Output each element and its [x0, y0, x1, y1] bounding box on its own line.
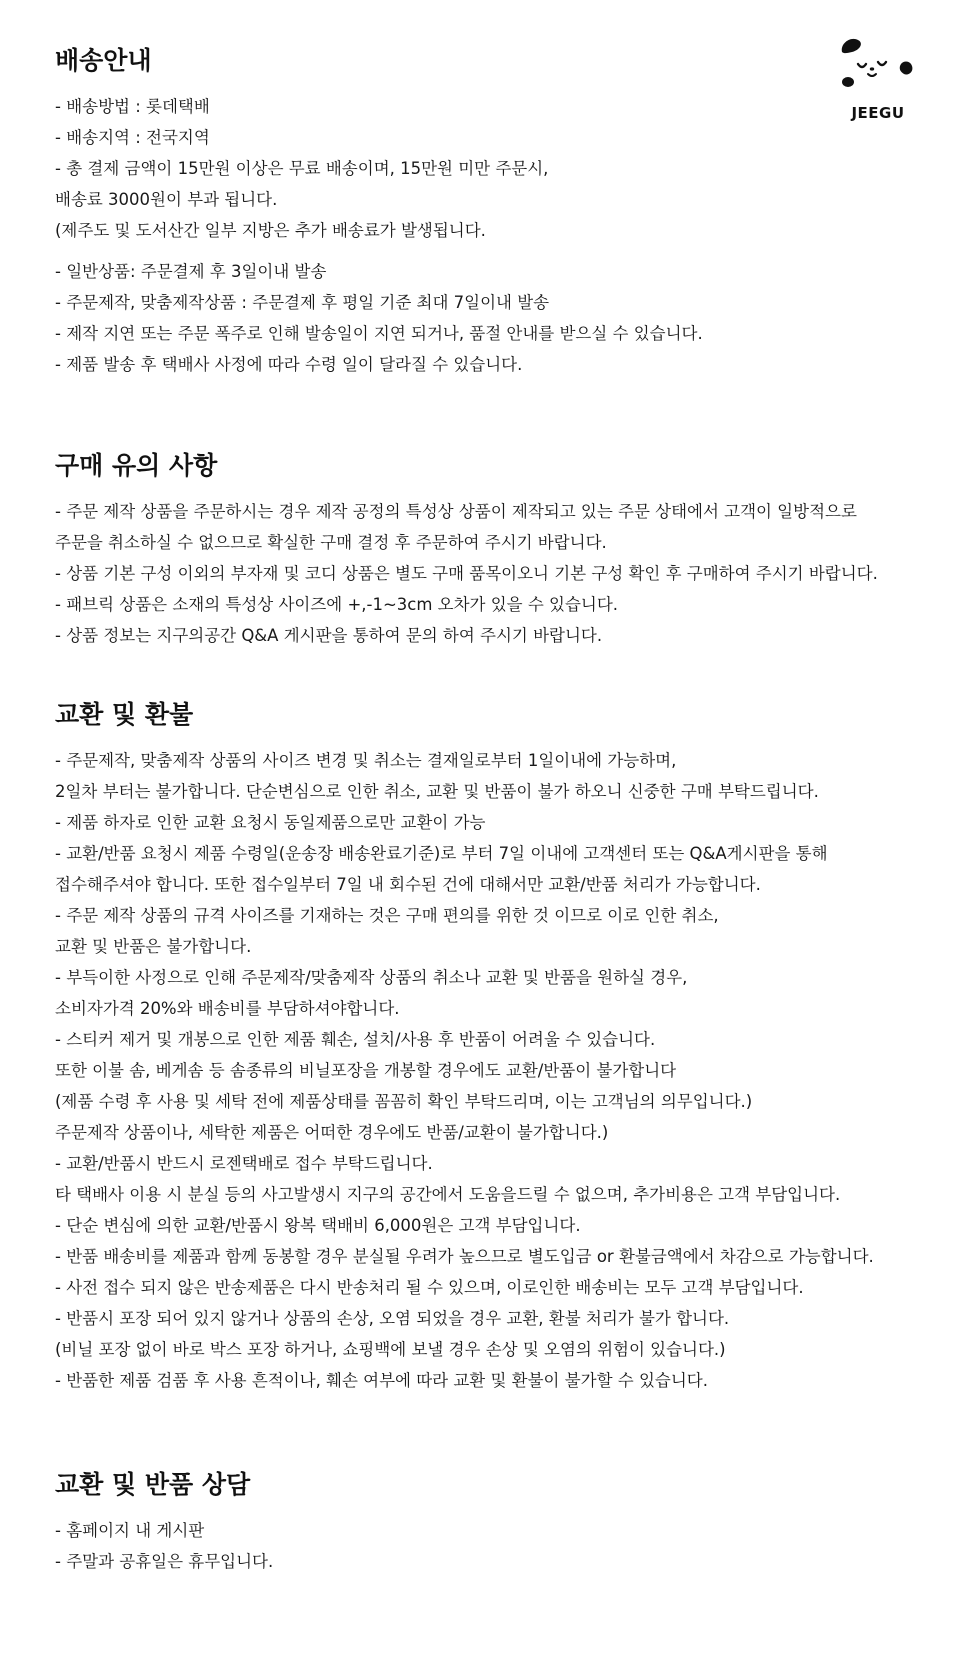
list-item: 배송료 3000원이 부과 됩니다.: [55, 190, 278, 209]
list-item: - 제품 하자로 인한 교환 요청시 동일제품으로만 교환이 가능: [55, 813, 486, 832]
list-item: (제주도 및 도서산간 일부 지방은 추가 배송료가 발생됩니다.: [55, 221, 486, 240]
logo-text: JEEGU: [851, 104, 905, 122]
list-item: 접수해주셔야 합니다. 또한 접수일부터 7일 내 회수된 건에 대해서만 교환/반품 처리가 가능합니다.: [55, 875, 761, 894]
list-item: (비닐 포장 없이 바로 박스 포장 하거나, 쇼핑백에 보낼 경우 손상 및 오염의 위험이 있습니다.): [55, 1340, 726, 1359]
list-item: - 부득이한 사정으로 인해 주문제작/맞춤제작 상품의 취소나 교환 및 반품을 원하실 경우,: [55, 968, 688, 987]
section-title: 구매 유의 사항: [55, 451, 218, 480]
list-item: - 단순 변심에 의한 교환/반품시 왕복 택배비 6,000원은 고객 부담입니다.: [55, 1216, 581, 1235]
list-item: - 주문제작, 맞춤제작 상품의 사이즈 변경 및 취소는 결재일로부터 1일이내에 가능하며,: [55, 751, 677, 770]
list-item: 주문제작 상품이나, 세탁한 제품은 어떠한 경우에도 반품/교환이 불가합니다.): [55, 1123, 609, 1142]
section-exchange-refund: [55, 698, 960, 1396]
list-item: - 제작 지연 또는 주문 폭주로 인해 발송일이 지연 되거나, 품절 안내를 받으실 수 있습니다.: [55, 324, 703, 343]
list-item: - 반품한 제품 검품 후 사용 흔적이나, 훼손 여부에 따라 교환 및 환불이 불가할 수 있습니다.: [55, 1371, 708, 1390]
section-exchange-consultation: [55, 1468, 960, 1577]
list-item: - 교환/반품시 반드시 로젠택배로 접수 부탁드립니다.: [55, 1154, 433, 1173]
list-item: - 주문 제작 상품을 주문하시는 경우 제작 공정의 특성상 상품이 제작되고 있는 주문 상태에서 고객이 일방적으로: [55, 502, 857, 521]
list-item: - 총 결제 금액이 15만원 이상은 무료 배송이며, 15만원 미만 주문시,: [55, 159, 549, 178]
list-item: - 배송방법 : 롯데택배: [55, 97, 210, 116]
list-item: - 배송지역 : 전국지역: [55, 128, 210, 147]
list-item: - 홈페이지 내 게시판: [55, 1521, 205, 1540]
list-item: - 반품 배송비를 제품과 함께 동봉할 경우 분실될 우려가 높으므로 별도입금 or 환불금액에서 차감으로 가능합니다.: [55, 1247, 874, 1266]
section-title: 교환 및 반품 상담: [55, 1470, 251, 1499]
section-shipping-info: [55, 44, 960, 380]
list-item: - 상품 기본 구성 이외의 부자재 및 코디 상품은 별도 구매 품목이오니 기본 구성 확인 후 구매하여 주시기 바랍니다.: [55, 564, 878, 583]
section-title: 배송안내: [55, 46, 152, 75]
list-item: - 일반상품: 주문결제 후 3일이내 발송: [55, 262, 327, 281]
list-item: 타 택배사 이용 시 분실 등의 사고발생시 지구의 공간에서 도움을드릴 수 없으며, 추가비용은 고객 부담입니다.: [55, 1185, 841, 1204]
list-item: 또한 이불 솜, 베게솜 등 솜종류의 비닐포장을 개봉할 경우에도 교환/반품이 불가합니다: [55, 1061, 677, 1080]
list-item: - 주문제작, 맞춤제작상품 : 주문결제 후 평일 기준 최대 7일이내 발송: [55, 293, 550, 312]
list-item: 2일차 부터는 불가합니다. 단순변심으로 인한 취소, 교환 및 반품이 불가 하오니 신중한 구매 부탁드립니다.: [55, 782, 819, 801]
list-item: - 스티커 제거 및 개봉으로 인한 제품 훼손, 설치/사용 후 반품이 어려울 수 있습니다.: [55, 1030, 656, 1049]
list-item: (제품 수령 후 사용 및 세탁 전에 제품상태를 꼼꼼히 확인 부탁드리며, 이는 고객님의 의무입니다.): [55, 1092, 753, 1111]
list-item: - 패브릭 상품은 소재의 특성상 사이즈에 +,-1~3cm 오차가 있을 수 있습니다.: [55, 595, 619, 614]
list-item: - 제품 발송 후 택배사 사정에 따라 수령 일이 달라질 수 있습니다.: [55, 355, 523, 374]
list-item: - 주문 제작 상품의 규격 사이즈를 기재하는 것은 구매 편의를 위한 것 이므로 이로 인한 취소,: [55, 906, 719, 925]
list-item: 소비자가격 20%와 배송비를 부담하셔야합니다.: [55, 999, 400, 1018]
section-purchase-notes: [55, 449, 960, 651]
list-item: - 주말과 공휴일은 휴무입니다.: [55, 1552, 274, 1571]
list-item: 주문을 취소하실 수 없으므로 확실한 구매 결정 후 주문하여 주시기 바랍니다.: [55, 533, 607, 552]
list-item: - 반품시 포장 되어 있지 않거나 상품의 손상, 오염 되었을 경우 교환, 환불 처리가 불가 합니다.: [55, 1309, 730, 1328]
list-item: 교환 및 반품은 불가합니다.: [55, 937, 252, 956]
section-title: 교환 및 환불: [55, 700, 194, 729]
list-item: - 교환/반품 요청시 제품 수령일(운송장 배송완료기준)로 부터 7일 이내에 고객센터 또는 Q&A게시판을 통해: [55, 844, 828, 863]
list-item: - 사전 접수 되지 않은 반송제품은 다시 반송처리 될 수 있으며, 이로인한 배송비는 모두 고객 부담입니다.: [55, 1278, 804, 1297]
list-item: - 상품 정보는 지구의공간 Q&A 게시판을 통하여 문의 하여 주시기 바랍니다.: [55, 626, 603, 645]
